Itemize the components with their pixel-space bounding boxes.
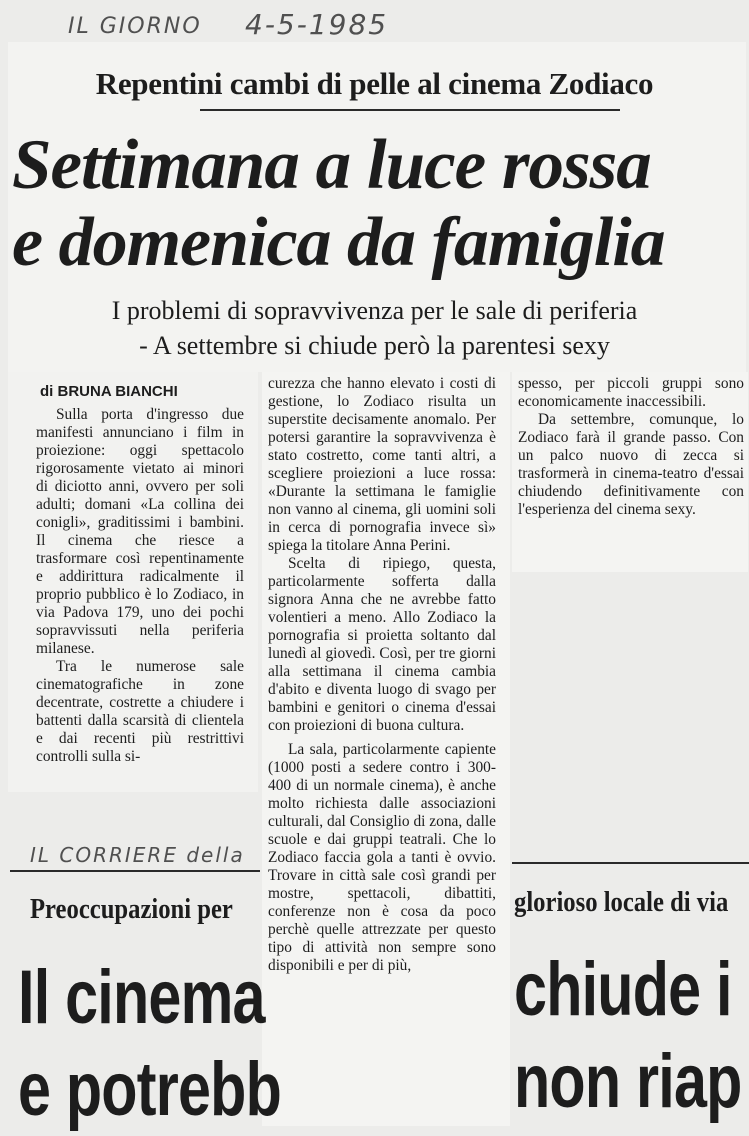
headline-line-1: Settimana a luce rossa <box>12 126 651 204</box>
deck-line-2: - A settembre si chiude però la parentesi sexy <box>139 331 610 360</box>
second-handwritten-note: IL CORRIERE della <box>30 843 245 867</box>
column-2-paragraph: La sala, particolarmente capiente (1000 posti a sedere contro i 300-400 di un normale cinema), è anche molto richiesta dalle associazioni culturali, dal Consiglio di zona, dalle scuole e dai gruppi teatrali. Che lo Zodiaco faccia gola a tanti è ovvio. Trovare in città sale così grandi per mostre, spettacoli, dibattiti, conferenze non è cosa da poco perchè quelle attrezzate per questo tipo di attività non sempre sono disponibili e per di più, <box>268 741 496 974</box>
second-clipping-top-rule <box>10 870 260 872</box>
column-2-paragraph: curezza che hanno elevato i costi di gestione, lo Zodiaco risulta un superstite decisamente anomalo. Per potersi garantire la sopravvivenza è stato costretto, come tanti altri, a scegliere proiezioni a luce rossa: «Durante la settimana le famiglie non vanno al cinema, gli uomini soli in cerca di pornografia invece sì» spiega la titolare Anna Perini. <box>268 375 496 554</box>
handwritten-source-note: IL GIORNO <box>68 14 202 39</box>
handwritten-date: 4-5-1985 <box>245 8 389 41</box>
second-headline-1-left: Il cinema <box>18 955 265 1040</box>
byline: di BRUNA BIANCHI <box>40 383 178 400</box>
article-kicker: Repentini cambi di pelle al cinema Zodiaco <box>95 66 654 101</box>
column-1-paragraph: Sulla porta d'ingresso due manifesti annunciano i film in proiezione: oggi spettacolo rigorosamente vietato ai minori di diciotto anni, ovvero per soli adulti; domani «La collina dei conigli», graditissimi i bambini. Il cinema che riesce a trasformare così repentinamente e addirittura radicalmente il proprio pubblico è lo Zodiaco, in via Padova 179, uno dei pochi sopravvissuti nella periferia milanese. <box>36 406 244 657</box>
second-kicker-left: Preoccupazioni per <box>30 893 233 925</box>
second-clipping-top-rule-right <box>512 862 749 864</box>
second-headline-1-right: chiude i <box>514 947 732 1032</box>
article-column-2 <box>268 375 496 975</box>
article-column-1 <box>36 406 244 766</box>
column-3-paragraph: Da settembre, comunque, lo Zodiaco farà il grande passo. Con un palco nuovo di zecca si trasformerà in cinema-teatro d'essai chiudendo definitivamente con l'esperienza del cinema sexy. <box>518 411 744 518</box>
deck-line-1: I problemi di sopravvivenza per le sale di periferia <box>111 296 638 325</box>
second-kicker-right: glorioso locale di via <box>514 886 729 918</box>
article-column-3 <box>518 375 744 519</box>
column-2-paragraph: Scelta di ripiego, questa, particolarmente sofferta dalla signora Anna che ne avrebbe fatto volentieri a meno. Allo Zodiaco la pornografia si proietta soltanto dal lunedì al giovedì. Così, per tre giorni alla settimana il cinema cambia d'abito e diventa luogo di svago per bambini e genitori o cinema d'essai con proiezioni di buona cultura. <box>268 555 496 734</box>
column-3-paragraph: spesso, per piccoli gruppi sono economicamente inaccessibili. <box>518 375 744 410</box>
kicker-rule <box>200 109 620 111</box>
second-headline-2-right: non riap <box>514 1039 742 1124</box>
column-1-paragraph: Tra le numerose sale cinematografiche in zone decentrate, costrette a chiudere i battenti dalla scarsità di clientela e dai recenti più restrittivi controlli sulla si- <box>36 658 244 765</box>
headline-line-2: e domenica da famiglia <box>12 204 665 281</box>
second-headline-2-left: e potrebb <box>18 1047 282 1132</box>
